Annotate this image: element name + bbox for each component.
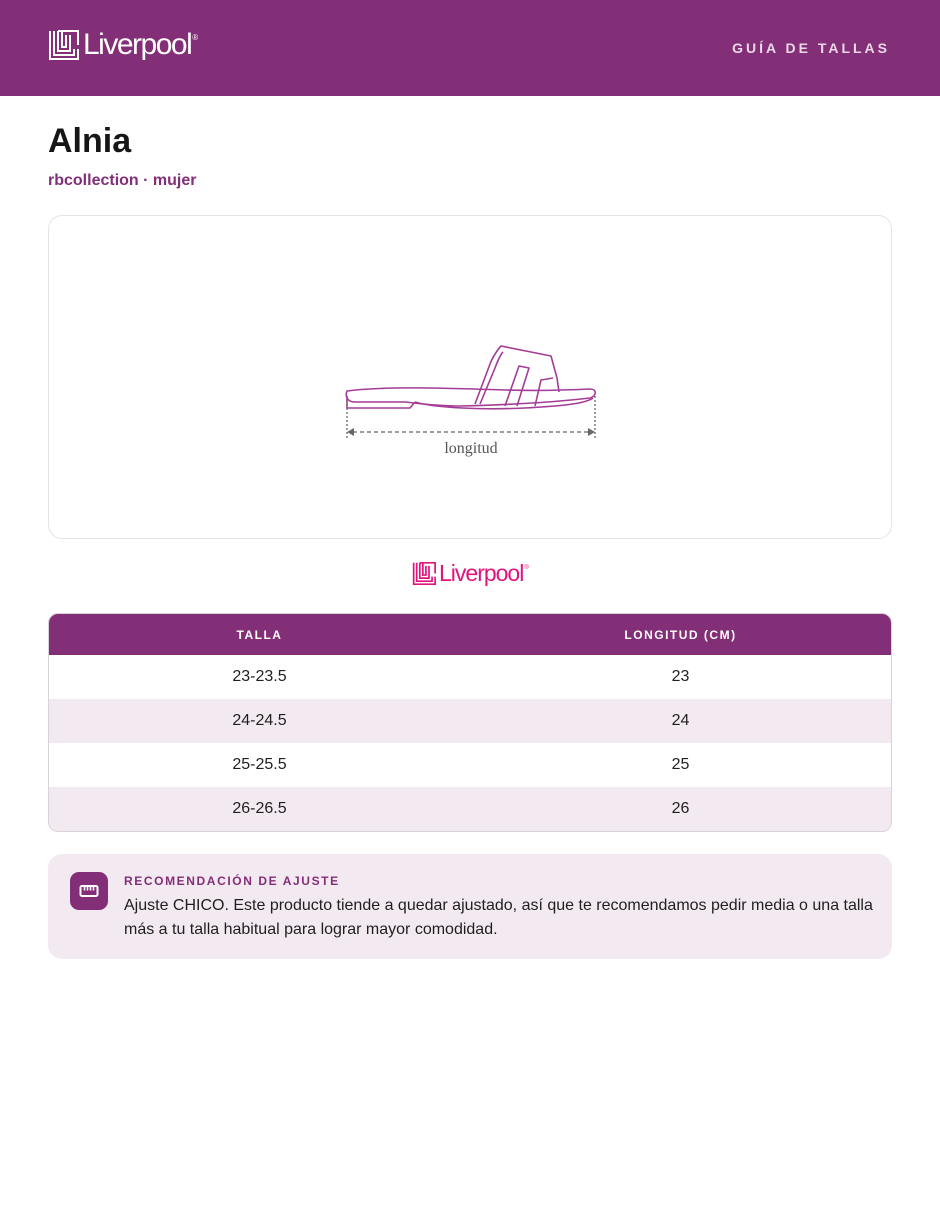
registered-mark: ®: [192, 33, 199, 42]
ruler-icon: [70, 872, 108, 910]
length-label: longitud: [444, 440, 498, 457]
liverpool-brand-logo: [412, 562, 529, 585]
fit-description: Ajuste CHICO. Este producto tiende a quedar ajustado, así que te recomendamos pedir media o una talla más a tu talla habitual para lograr mayor comodidad.: [124, 897, 873, 938]
length-cell: 24: [470, 699, 891, 743]
brand-name: Liverpool: [83, 28, 192, 61]
brand-logo-reg: ®: [524, 565, 529, 571]
column-header-size: TALLA: [49, 614, 470, 655]
sandal-outline-icon: [346, 346, 595, 409]
size-cell: 23-23.5: [232, 668, 287, 685]
liverpool-logo-icon: [48, 30, 79, 60]
column-header-length: LONGITUD (CM): [470, 614, 891, 655]
table-row: [49, 787, 891, 831]
size-guide-label: GUÍA DE TALLAS: [732, 40, 890, 56]
table-row: [49, 743, 891, 787]
measurement-diagram-card: [48, 215, 892, 539]
size-cell: 24-24.5: [49, 699, 470, 743]
length-cell: 26: [470, 787, 891, 831]
length-cell: 23: [671, 668, 690, 685]
table-row: [49, 699, 891, 743]
top-header: [0, 0, 940, 96]
fit-recommendation-card: [48, 854, 892, 959]
length-cell: 25: [671, 756, 690, 773]
product-meta: rbcollection · mujer: [48, 172, 197, 189]
table-row: [49, 655, 891, 699]
fit-title: RECOMENDACIÓN DE AJUSTE: [124, 874, 340, 888]
liverpool-logo[interactable]: [48, 30, 198, 60]
product-title: Alnia: [48, 122, 132, 160]
brand-logo-text: Liverpool: [439, 560, 524, 586]
sandal-diagram: [325, 326, 615, 466]
size-cell: 26-26.5: [49, 787, 470, 831]
liverpool-small-logo-icon: [412, 562, 436, 585]
size-cell: 25-25.5: [232, 756, 287, 773]
size-table: [48, 613, 892, 832]
table-header-row: [49, 614, 891, 655]
